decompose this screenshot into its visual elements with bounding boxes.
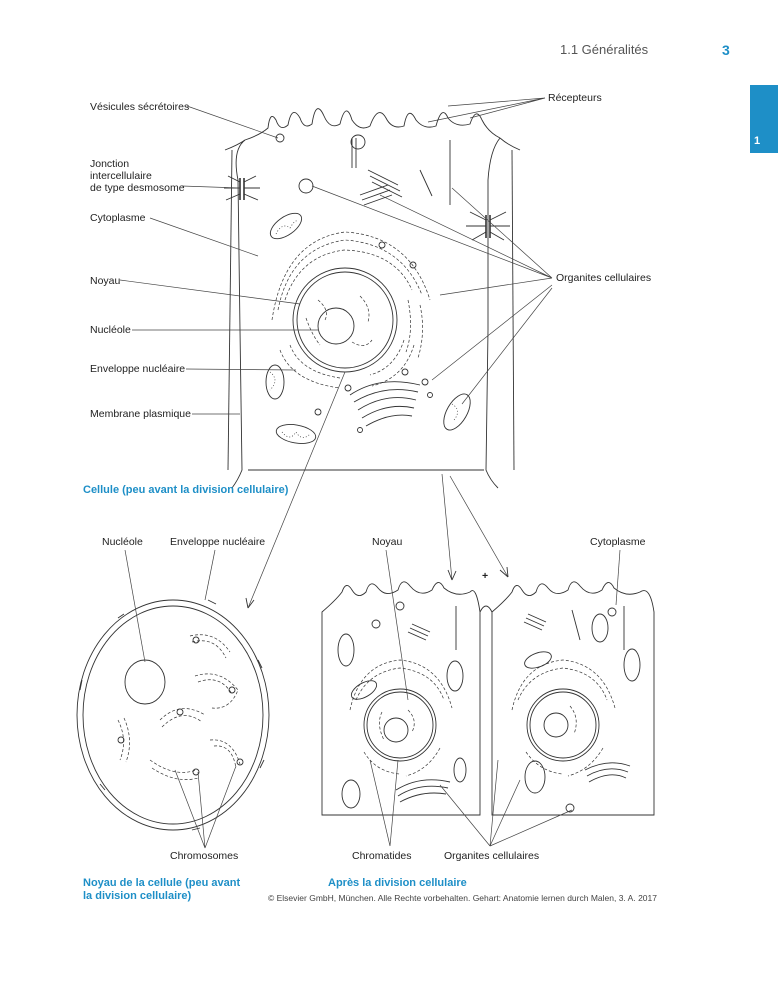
- label-vesicules-secretoires: Vésicules sécrétoires: [90, 101, 190, 113]
- label-chromosomes: Chromosomes: [170, 850, 239, 862]
- label-organites-cellulaires: Organites cellulaires: [556, 272, 652, 284]
- figure2-leaders: [125, 550, 236, 848]
- label-recepteurs: Récepteurs: [548, 92, 602, 104]
- label-enveloppe-nucleaire-2: Enveloppe nucléaire: [170, 536, 266, 548]
- cell-drawing: [224, 109, 520, 488]
- caption-apres-division: Après la division cellulaire: [328, 877, 467, 889]
- label-plus-sign: +: [482, 570, 489, 582]
- daughter-cells-drawing: [322, 582, 654, 815]
- label-organites-cellulaires-3: Organites cellulaires: [444, 850, 540, 862]
- label-nucleole-2: Nucléole: [102, 536, 143, 548]
- chapter-tab-number: 1: [754, 135, 761, 147]
- section-title: 1.1 Généralités: [560, 42, 649, 57]
- label-cytoplasme-3: Cytoplasme: [590, 536, 646, 548]
- copyright-notice: © Elsevier GmbH, München. Alle Rechte vorbehalten. Gehart: Anatomie lernen durch Malen, 3. A. 2017: [268, 893, 657, 903]
- caption-cellule: Cellule (peu avant la division cellulaire): [83, 484, 289, 496]
- label-chromatides: Chromatides: [352, 850, 412, 862]
- label-membrane-plasmique: Membrane plasmique: [90, 408, 191, 420]
- label-enveloppe-nucleaire: Enveloppe nucléaire: [90, 363, 186, 375]
- label-cytoplasme: Cytoplasme: [90, 212, 146, 224]
- label-noyau: Noyau: [90, 275, 121, 287]
- label-noyau-3: Noyau: [372, 536, 403, 548]
- label-nucleole: Nucléole: [90, 324, 131, 336]
- page-number: 3: [722, 42, 730, 58]
- caption-noyau-cellule: Noyau de la cellule (peu avant la division cellulaire): [83, 877, 241, 902]
- label-jonction-desmosome: Jonction intercellulaire de type desmosome: [90, 158, 185, 194]
- nucleus-drawing: [77, 600, 269, 830]
